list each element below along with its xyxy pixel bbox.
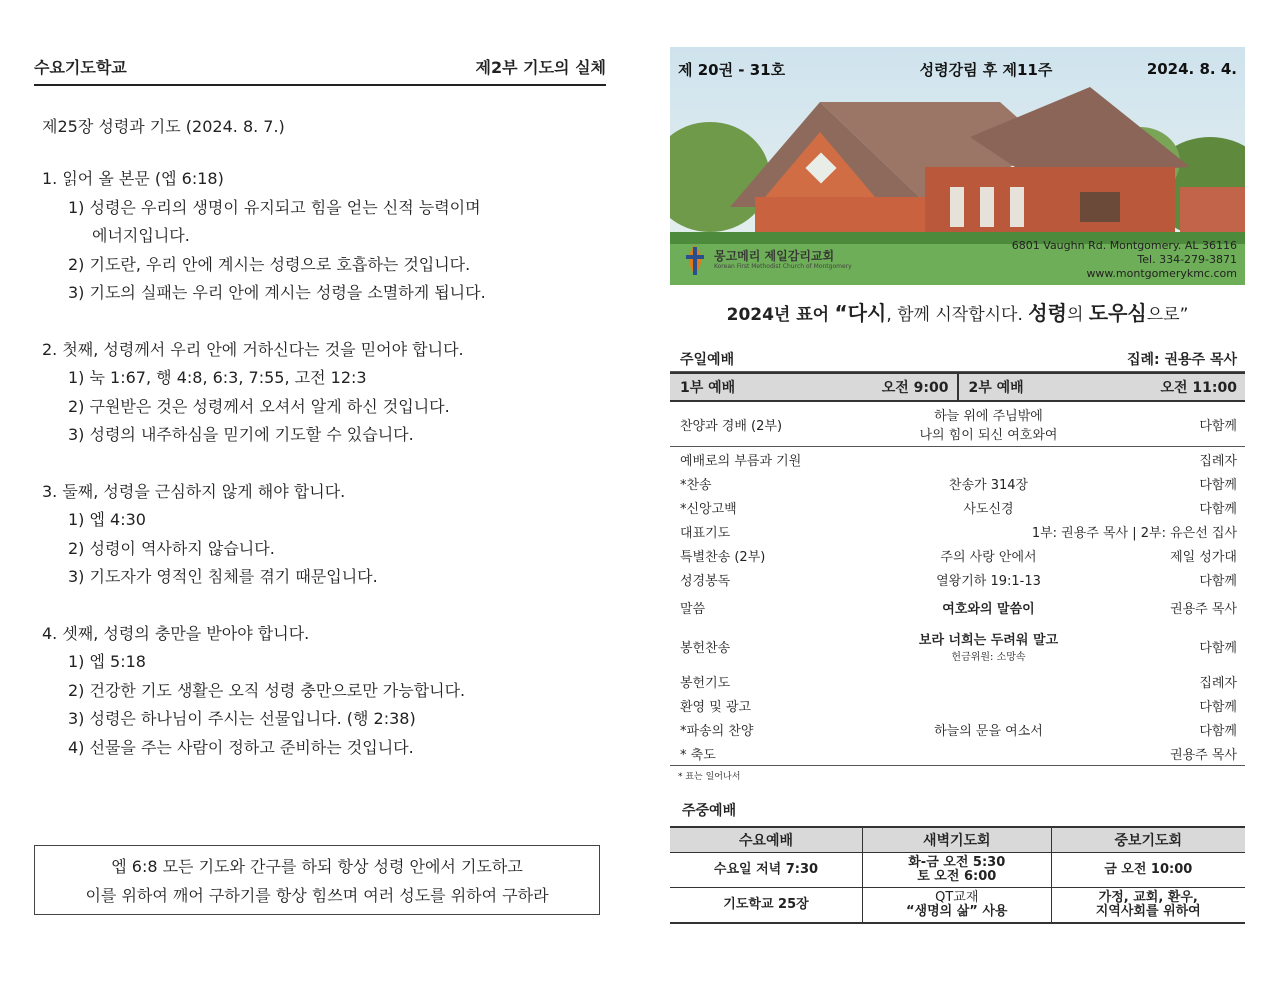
order-who: 다함께 (1199, 723, 1237, 739)
table-cell (1051, 888, 1245, 924)
table-cell: 기도학교 25장 (670, 888, 862, 924)
motto-text: 도우심 (1088, 301, 1147, 325)
table-cell (862, 853, 1051, 888)
left-header (34, 50, 606, 86)
list-item: 2) 건강한 기도 생활은 오직 성령 충만으로만 가능합니다. (68, 680, 466, 700)
column-header: 수요예배 (670, 827, 862, 853)
motto-prefix: 2024년 표어 (726, 305, 830, 325)
list-item (670, 693, 1245, 717)
order-item: *찬송 (680, 477, 712, 493)
order-item: * 축도 (680, 747, 716, 763)
list-item (670, 567, 1245, 591)
cell-line: “생명의 삶” 사용 (906, 904, 1008, 919)
weekly-services-title: 주중예배 (682, 803, 737, 819)
service-time: 오전 9:00 (881, 380, 949, 396)
section-title: 주일예배 (680, 352, 735, 368)
cell-line: 가정, 교회, 환우, (1098, 890, 1198, 905)
section-1 (34, 165, 606, 308)
order-item: 봉헌찬송 (680, 640, 731, 656)
order-content (860, 405, 1117, 443)
list-item (670, 717, 1245, 741)
address-line: 6801 Vaughn Rd. Montgomery. AL 36116 (1011, 239, 1237, 252)
section-3 (34, 478, 606, 592)
section-title: 2. 첫째, 성령께서 우리 안에 거하신다는 것을 믿어야 합니다. (42, 339, 464, 359)
church-name: 몽고메리 제일감리교회 (714, 249, 835, 263)
church-banner (670, 47, 1245, 285)
volume-number: 제 20권 - 31호 (678, 60, 786, 79)
table-cell: 수요일 저녁 7:30 (670, 853, 862, 888)
weekly-services-table (670, 826, 1245, 924)
church-address (1012, 239, 1237, 281)
motto-text: 의 (1066, 305, 1089, 325)
cell-line: QT교재 (935, 890, 979, 905)
service-time: 오전 11:00 (1160, 380, 1237, 396)
motto-text: 으로” (1146, 305, 1189, 325)
list-item (670, 591, 1245, 623)
list-item: 에너지입니다. (92, 226, 190, 245)
order-content: 열왕기하 19:1-13 (936, 573, 1041, 589)
first-service (670, 374, 959, 400)
order-who: 권용주 목사 (1170, 601, 1237, 617)
list-item: 1) 엡 4:30 (68, 510, 146, 529)
list-item: 3) 성령은 하나님이 주시는 선물입니다. (행 2:38) (68, 709, 416, 728)
list-item: 3) 기도의 실패는 우리 안에 계시는 성령을 소멸하게 됩니다. (68, 283, 486, 302)
order-item: 특별찬송 (2부) (680, 549, 766, 565)
list-item (670, 741, 1245, 765)
verse-line: 엡 6:8 모든 기도와 간구를 하되 항상 성령 안에서 기도하고 (111, 857, 523, 876)
website-link[interactable]: www.montgomerykmc.com (1086, 267, 1237, 280)
list-item: 1) 성령은 우리의 생명이 유지되고 힘을 얻는 신적 능력이며 (68, 197, 481, 217)
order-item: 봉헌기도 (680, 675, 731, 691)
section-2 (34, 336, 606, 450)
bulletin-header (670, 47, 1245, 91)
sunday-service-header (670, 349, 1245, 372)
list-item: 3) 성령의 내주하심을 믿기에 기도할 수 있습니다. (68, 425, 414, 444)
order-item: 말씀 (680, 601, 706, 617)
order-item: 성경봉독 (680, 573, 731, 589)
section-title: 3. 둘째, 성령을 근심하지 않게 해야 합니다. (42, 481, 346, 501)
presider: 집례: 권용주 목사 (1126, 352, 1237, 368)
list-item: 4) 선물을 주는 사람이 정하고 준비하는 것입니다. (68, 737, 414, 757)
list-item: 2) 기도란, 우리 안에 계시는 성령으로 호흡하는 것입니다. (68, 254, 471, 274)
order-content: 주의 사랑 안에서 (940, 549, 1037, 565)
verse-line: 이를 위하여 깨어 구하기를 항상 힘쓰며 여러 성도를 위하여 구하라 (85, 886, 549, 905)
order-who: 다함께 (1199, 477, 1237, 493)
order-content-line: 보라 너희는 두려워 말고 (918, 632, 1059, 648)
second-service (959, 374, 1246, 400)
standing-note: * 표는 일어나서 (670, 765, 1245, 782)
section-title: 4. 셋째, 성령의 충만을 받아야 합니다. (42, 623, 310, 643)
cell-line: 지역사회를 위하여 (1095, 904, 1201, 919)
order-of-worship (670, 402, 1245, 782)
order-content: 사도신경 (963, 501, 1014, 517)
part-title: 제2부 기도의 실체 (475, 58, 606, 77)
liturgical-season: 성령강림 후 제11주 (919, 60, 1053, 79)
list-item (670, 471, 1245, 495)
motto-text: , 함께 시작합시다. (886, 305, 1029, 325)
school-name: 수요기도학교 (34, 58, 127, 77)
order-item: 대표기도 (680, 525, 731, 541)
list-item: 2) 구원받은 것은 성령께서 오셔서 알게 하신 것입니다. (68, 396, 450, 416)
right-page (670, 47, 1245, 924)
bulletin-date: 2024. 8. 4. (1146, 60, 1237, 78)
list-item (670, 519, 1245, 543)
sermon-title: 여호와의 말씀이 (942, 601, 1035, 617)
section-4 (34, 620, 606, 763)
order-who: 다함께 (1199, 418, 1237, 434)
order-item: *신앙고백 (680, 501, 737, 517)
order-item: 예배로의 부름과 기원 (680, 453, 802, 469)
list-item: 2) 성령이 역사하지 않습니다. (68, 538, 275, 558)
list-item (670, 447, 1245, 471)
chapter-title: 제25장 성령과 기도 (2024. 8. 7.) (42, 117, 285, 136)
offering-committee: 헌금위원: 소망속 (951, 651, 1026, 663)
order-content-line: 나의 힘이 되신 여호와여 (919, 428, 1058, 443)
table-row (670, 853, 1245, 888)
order-who: 제일 성가대 (1170, 549, 1237, 565)
order-who: 다함께 (1199, 501, 1237, 517)
order-item: 환영 및 광고 (680, 699, 752, 715)
column-header: 새벽기도회 (862, 827, 1051, 853)
order-item: 찬양과 경배 (2부) (680, 418, 783, 434)
order-who: 권용주 목사 (1170, 747, 1237, 763)
list-item: 1) 엡 5:18 (68, 652, 146, 671)
table-cell (862, 888, 1051, 924)
year-motto (670, 297, 1245, 327)
order-content (860, 629, 1117, 664)
cell-line: 토 오전 6:00 (917, 869, 997, 884)
list-item: 3) 기도자가 영적인 침체를 겪기 때문입니다. (68, 567, 378, 586)
phone: Tel. 334-279-3871 (1137, 253, 1237, 266)
list-item: 1) 눅 1:67, 행 4:8, 6:3, 7:55, 고전 12:3 (68, 368, 367, 387)
column-header: 중보기도회 (1051, 827, 1245, 853)
table-cell: 금 오전 10:00 (1051, 853, 1245, 888)
list-item (670, 495, 1245, 519)
church-name-en: Korean First Methodist Church of Montgomery (714, 263, 852, 270)
order-content-line: 하늘 위에 주님밖에 (934, 409, 1043, 424)
service-label: 1부 예배 (680, 380, 736, 396)
cell-line: 화-금 오전 5:30 (908, 855, 1006, 870)
order-item: *파송의 찬양 (680, 723, 754, 739)
motto-text: 성령 (1028, 301, 1067, 325)
order-who: 다함께 (1199, 699, 1237, 715)
order-who: 집례자 (1199, 675, 1237, 691)
order-who: 다함께 (1199, 640, 1237, 656)
order-content: 하늘의 문을 여소서 (934, 723, 1043, 739)
list-item (670, 402, 1245, 446)
list-item (670, 623, 1245, 669)
motto-text: “다시 (834, 301, 887, 325)
cross-flame-icon (682, 243, 708, 277)
memory-verse-box (34, 845, 600, 915)
section-title: 1. 읽어 올 본문 (엡 6:18) (42, 169, 224, 188)
order-content: 찬송가 314장 (948, 477, 1029, 493)
left-page (34, 50, 606, 762)
order-who: 다함께 (1199, 573, 1237, 589)
order-who: 1부: 권용주 목사 | 2부: 유은선 집사 (1031, 525, 1237, 541)
church-logo (682, 243, 852, 277)
order-who: 집례자 (1199, 453, 1237, 469)
service-times-bar (670, 372, 1245, 402)
list-item (670, 543, 1245, 567)
table-row (670, 888, 1245, 924)
list-item (670, 669, 1245, 693)
service-label: 2부 예배 (968, 380, 1024, 396)
table-header-row (670, 827, 1245, 853)
